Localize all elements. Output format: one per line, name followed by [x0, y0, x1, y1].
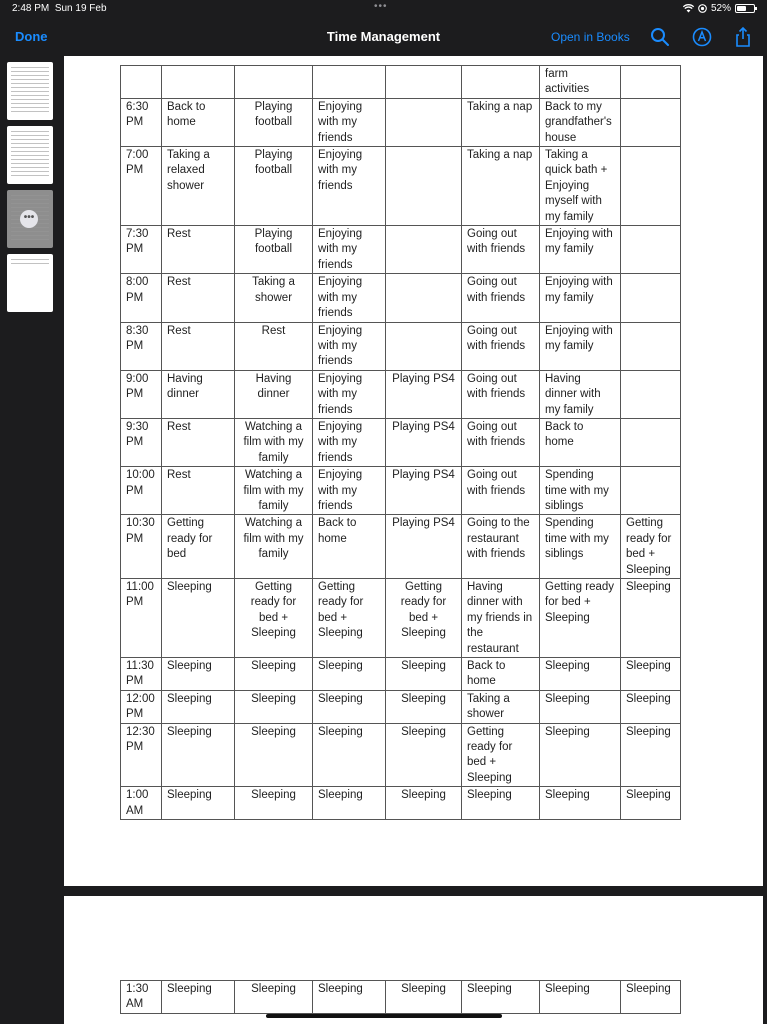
activity-cell: Playing football	[235, 226, 313, 274]
time-cell: 7:30 PM	[121, 226, 162, 274]
activity-cell: Playing football	[235, 98, 313, 146]
activity-cell	[621, 274, 681, 322]
document-title: Time Management	[326, 29, 441, 44]
page-thumbnail-sidebar	[0, 56, 64, 1024]
activity-cell: Having dinner	[235, 370, 313, 418]
activity-cell: Back to home	[313, 515, 386, 579]
more-icon[interactable]: •••	[20, 210, 38, 228]
activity-cell: Enjoying with my family	[540, 322, 621, 370]
activity-cell: Sleeping	[162, 981, 235, 1014]
activity-cell: Enjoying with my friends	[313, 226, 386, 274]
time-cell: 12:30 PM	[121, 723, 162, 787]
activity-cell: Sleeping	[621, 658, 681, 691]
activity-cell: Playing PS4	[386, 467, 462, 515]
document-page	[64, 896, 763, 1024]
activity-cell: Sleeping	[621, 981, 681, 1014]
activity-cell: Sleeping	[462, 787, 540, 820]
time-cell: 11:00 PM	[121, 579, 162, 658]
table-row	[121, 658, 681, 691]
activity-cell: Sleeping	[386, 690, 462, 723]
activity-cell: Having dinner	[162, 370, 235, 418]
time-cell: 12:00 PM	[121, 690, 162, 723]
activity-cell	[621, 322, 681, 370]
activity-cell: Sleeping	[386, 658, 462, 691]
activity-cell: Enjoying with my friends	[313, 274, 386, 322]
activity-cell: Sleeping	[313, 658, 386, 691]
activity-cell: Getting ready for bed + Sleeping	[462, 723, 540, 787]
table-row	[121, 322, 681, 370]
time-cell: 10:00 PM	[121, 467, 162, 515]
activity-cell: Sleeping	[235, 723, 313, 787]
activity-cell	[621, 66, 681, 99]
page-thumbnail[interactable]	[7, 126, 53, 184]
time-cell: 10:30 PM	[121, 515, 162, 579]
time-cell: 1:00 AM	[121, 787, 162, 820]
activity-cell: Getting ready for bed + Sleeping	[386, 579, 462, 658]
activity-cell	[621, 147, 681, 226]
battery-level	[737, 6, 746, 11]
activity-cell: Sleeping	[313, 787, 386, 820]
table-row	[121, 723, 681, 787]
activity-cell: Rest	[235, 322, 313, 370]
activity-cell: Back to home	[462, 658, 540, 691]
table-row	[121, 226, 681, 274]
activity-cell	[386, 274, 462, 322]
activity-cell: Rest	[162, 418, 235, 466]
table-row	[121, 370, 681, 418]
nav-bar	[0, 18, 767, 56]
activity-cell	[386, 147, 462, 226]
activity-cell: Getting ready for bed + Sleeping	[235, 579, 313, 658]
activity-cell: Sleeping	[313, 981, 386, 1014]
multitasking-dots-icon[interactable]: •••	[374, 1, 388, 12]
activity-cell: Enjoying with my friends	[313, 322, 386, 370]
schedule-table	[120, 65, 681, 820]
activity-cell: Enjoying with my family	[540, 274, 621, 322]
activity-cell: Sleeping	[540, 658, 621, 691]
page-thumbnail[interactable]	[7, 254, 53, 312]
activity-cell: Enjoying with my friends	[313, 418, 386, 466]
activity-cell: Sleeping	[162, 658, 235, 691]
activity-cell: Sleeping	[386, 981, 462, 1014]
activity-cell: Sleeping	[540, 723, 621, 787]
activity-cell: Having dinner with my family	[540, 370, 621, 418]
activity-cell: Watching a film with my family	[235, 515, 313, 579]
activity-cell: Rest	[162, 467, 235, 515]
activity-cell	[386, 98, 462, 146]
time-cell: 9:30 PM	[121, 418, 162, 466]
table-row	[121, 66, 681, 99]
activity-cell: Taking a nap	[462, 147, 540, 226]
activity-cell	[462, 66, 540, 99]
table-row	[121, 579, 681, 658]
activity-cell	[235, 66, 313, 99]
document-page	[64, 56, 763, 886]
activity-cell: Rest	[162, 226, 235, 274]
table-row	[121, 690, 681, 723]
time-cell: 11:30 PM	[121, 658, 162, 691]
time-cell: 8:30 PM	[121, 322, 162, 370]
activity-cell: Sleeping	[621, 723, 681, 787]
activity-cell: Going out with friends	[462, 226, 540, 274]
search-icon[interactable]	[649, 26, 671, 48]
time-cell: 8:00 PM	[121, 274, 162, 322]
activity-cell	[621, 418, 681, 466]
activity-cell: Back to home	[162, 98, 235, 146]
activity-cell: Sleeping	[235, 690, 313, 723]
page-thumbnail[interactable]	[7, 62, 53, 120]
activity-cell: Getting ready for bed + Sleeping	[313, 579, 386, 658]
table-row	[121, 418, 681, 466]
activity-cell: Going out with friends	[462, 418, 540, 466]
status-bar	[0, 0, 767, 18]
activity-cell	[621, 98, 681, 146]
time-cell: 6:30 PM	[121, 98, 162, 146]
activity-cell: Enjoying with my family	[540, 226, 621, 274]
schedule-table	[120, 980, 681, 1014]
activity-cell: Spending time with my siblings	[540, 515, 621, 579]
activity-cell: Sleeping	[540, 787, 621, 820]
activity-cell: Back to my grandfather's house	[540, 98, 621, 146]
activity-cell: Sleeping	[386, 723, 462, 787]
activity-cell: Rest	[162, 274, 235, 322]
table-row	[121, 515, 681, 579]
home-indicator[interactable]	[266, 1014, 502, 1018]
activity-cell	[621, 467, 681, 515]
table-row	[121, 981, 681, 1014]
activity-cell: Sleeping	[162, 787, 235, 820]
activity-cell: Sleeping	[235, 787, 313, 820]
activity-cell: Watching a film with my family	[235, 418, 313, 466]
activity-cell: Going out with friends	[462, 370, 540, 418]
activity-cell: Getting ready for bed + Sleeping	[621, 515, 681, 579]
activity-cell: Sleeping	[462, 981, 540, 1014]
activity-cell: Sleeping	[540, 690, 621, 723]
battery-icon	[735, 4, 755, 13]
activity-cell: Sleeping	[621, 690, 681, 723]
activity-cell: Rest	[162, 322, 235, 370]
activity-cell	[386, 226, 462, 274]
activity-cell	[386, 66, 462, 99]
activity-cell: Sleeping	[313, 690, 386, 723]
activity-cell: Sleeping	[235, 658, 313, 691]
activity-cell: Watching a film with my family	[235, 467, 313, 515]
markup-icon[interactable]	[691, 26, 713, 48]
activity-cell: Back to home	[540, 418, 621, 466]
time-cell: 7:00 PM	[121, 147, 162, 226]
activity-cell: Going out with friends	[462, 274, 540, 322]
page-thumbnail-selected[interactable]	[7, 190, 53, 248]
activity-cell: Having dinner with my friends in the restaurant	[462, 579, 540, 658]
share-icon[interactable]	[732, 26, 754, 48]
table-row	[121, 467, 681, 515]
table-row	[121, 147, 681, 226]
battery-text: 52%	[710, 3, 731, 14]
activity-cell: Sleeping	[540, 981, 621, 1014]
activity-cell: Playing PS4	[386, 418, 462, 466]
activity-cell: Enjoying with my friends	[313, 98, 386, 146]
activity-cell: Going out with friends	[462, 467, 540, 515]
activity-cell: Spending time with my siblings	[540, 467, 621, 515]
location-icon	[698, 4, 707, 13]
status-right	[683, 3, 755, 14]
activity-cell: Getting ready for bed	[162, 515, 235, 579]
open-in-books-button[interactable]: Open in Books	[551, 30, 630, 44]
activity-cell: Sleeping	[235, 981, 313, 1014]
time-cell: 9:00 PM	[121, 370, 162, 418]
activity-cell	[162, 66, 235, 99]
activity-cell: Taking a relaxed shower	[162, 147, 235, 226]
activity-cell: Playing PS4	[386, 370, 462, 418]
scroll-edge	[763, 56, 767, 1024]
activity-cell: Taking a nap	[462, 98, 540, 146]
activity-cell: Sleeping	[162, 690, 235, 723]
table-row	[121, 787, 681, 820]
status-time: 2:48 PM Sun 19 Feb	[12, 3, 107, 14]
time-cell	[121, 66, 162, 99]
activity-cell	[621, 370, 681, 418]
activity-cell	[621, 226, 681, 274]
activity-cell: Sleeping	[162, 723, 235, 787]
activity-cell: Taking a shower	[462, 690, 540, 723]
activity-cell: Sleeping	[621, 579, 681, 658]
table-row	[121, 274, 681, 322]
time-cell: 1:30 AM	[121, 981, 162, 1014]
activity-cell: Taking a shower	[235, 274, 313, 322]
activity-cell	[386, 322, 462, 370]
activity-cell: Playing football	[235, 147, 313, 226]
activity-cell: Enjoying with my friends	[313, 467, 386, 515]
activity-cell: Enjoying with my friends	[313, 147, 386, 226]
activity-cell: Going to the restaurant with friends	[462, 515, 540, 579]
activity-cell: Sleeping	[162, 579, 235, 658]
activity-cell: Taking a quick bath + Enjoying myself with my family	[540, 147, 621, 226]
activity-cell: Getting ready for bed + Sleeping	[540, 579, 621, 658]
activity-cell: Sleeping	[621, 787, 681, 820]
activity-cell: Enjoying with my friends	[313, 370, 386, 418]
activity-cell: Going out with friends	[462, 322, 540, 370]
table-row	[121, 98, 681, 146]
wifi-icon	[683, 4, 694, 13]
activity-cell: Playing PS4	[386, 515, 462, 579]
done-button[interactable]: Done	[15, 29, 48, 44]
activity-cell: Sleeping	[386, 787, 462, 820]
activity-cell: Sleeping	[313, 723, 386, 787]
activity-cell	[313, 66, 386, 99]
activity-cell: farm activities	[540, 66, 621, 99]
